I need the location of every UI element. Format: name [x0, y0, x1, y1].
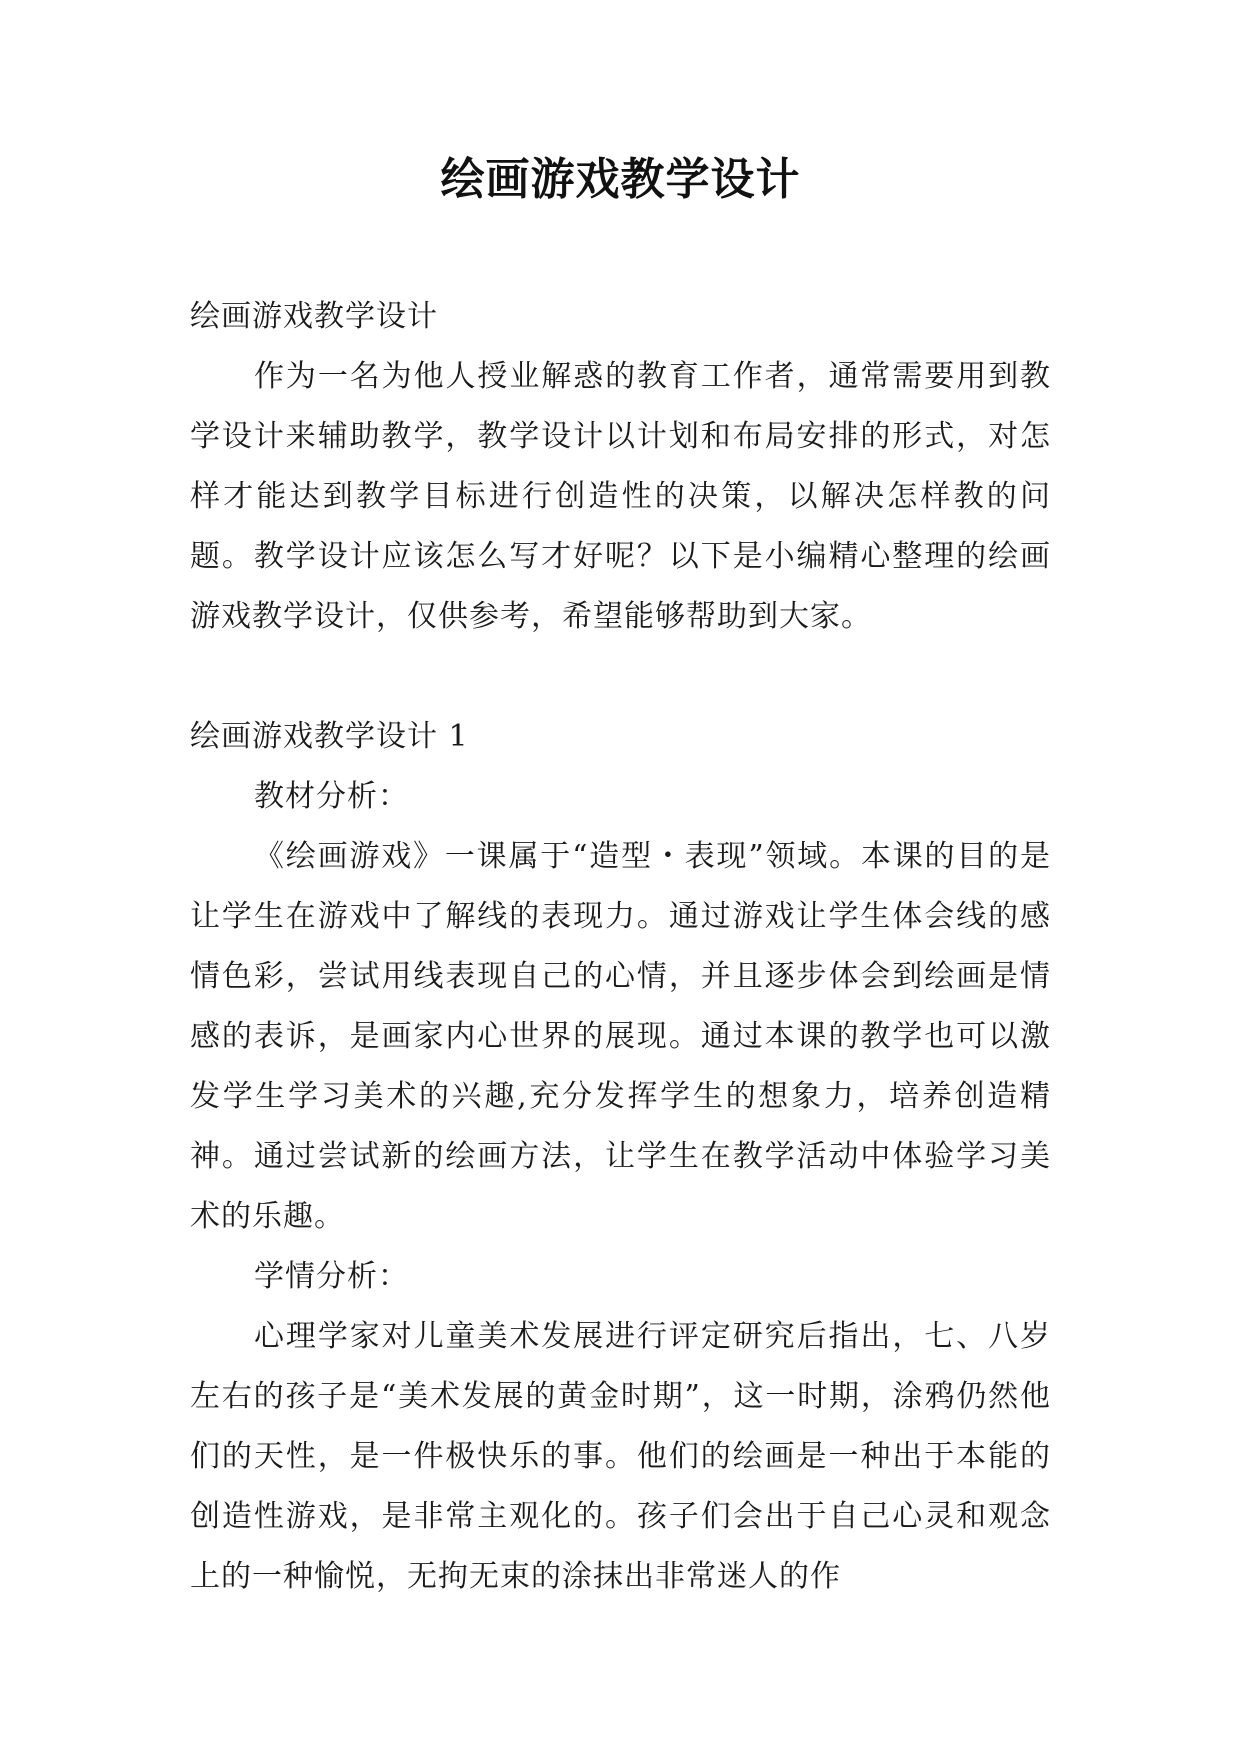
student-analysis-label: 学情分析：	[254, 1259, 409, 1294]
intro-paragraph: 作为一名为他人授业解惑的教育工作者，通常需要用到教学设计来辅助教学，教学设计以计划和布局安排的形式，对怎样才能达到教学目标进行创造性的决策，以解决怎样教的问题。教学设计应该怎么写才好呢？以下是小编精心整理的绘画游戏教学设计，仅供参考，希望能够帮助到大家。	[190, 359, 1051, 634]
paragraph-spacer	[190, 647, 1051, 707]
material-analysis-paragraph: 《绘画游戏》一课属于“造型・表现”领域。本课的目的是让学生在游戏中了解线的表现力。通过游戏让学生体会线的感情色彩，尝试用线表现自己的心情，并且逐步体会到绘画是情感的表诉，是画家内心世界的展现。通过本课的教学也可以激发学生学习美术的兴趣,充分发挥学生的想象力，培养创造精神。通过尝试新的绘画方法，让学生在教学活动中体验学习美术的乐趣。	[190, 839, 1051, 1234]
document-body	[190, 287, 1051, 1607]
material-analysis-label: 教材分析：	[254, 779, 409, 814]
section-heading: 绘画游戏教学设计 1	[190, 719, 469, 754]
student-analysis-paragraph: 心理学家对儿童美术发展进行评定研究后指出，七、八岁左右的孩子是“美术发展的黄金时期”，这一时期，涂鸦仍然他们的天性，是一件极快乐的事。他们的绘画是一种出于本能的创造性游戏，是非常主观化的。孩子们会出于自己心灵和观念上的一种愉悦，无拘无束的涂抹出非常迷人的作	[190, 1319, 1051, 1594]
document-subtitle: 绘画游戏教学设计	[190, 299, 438, 334]
document-title: 绘画游戏教学设计	[440, 154, 801, 205]
